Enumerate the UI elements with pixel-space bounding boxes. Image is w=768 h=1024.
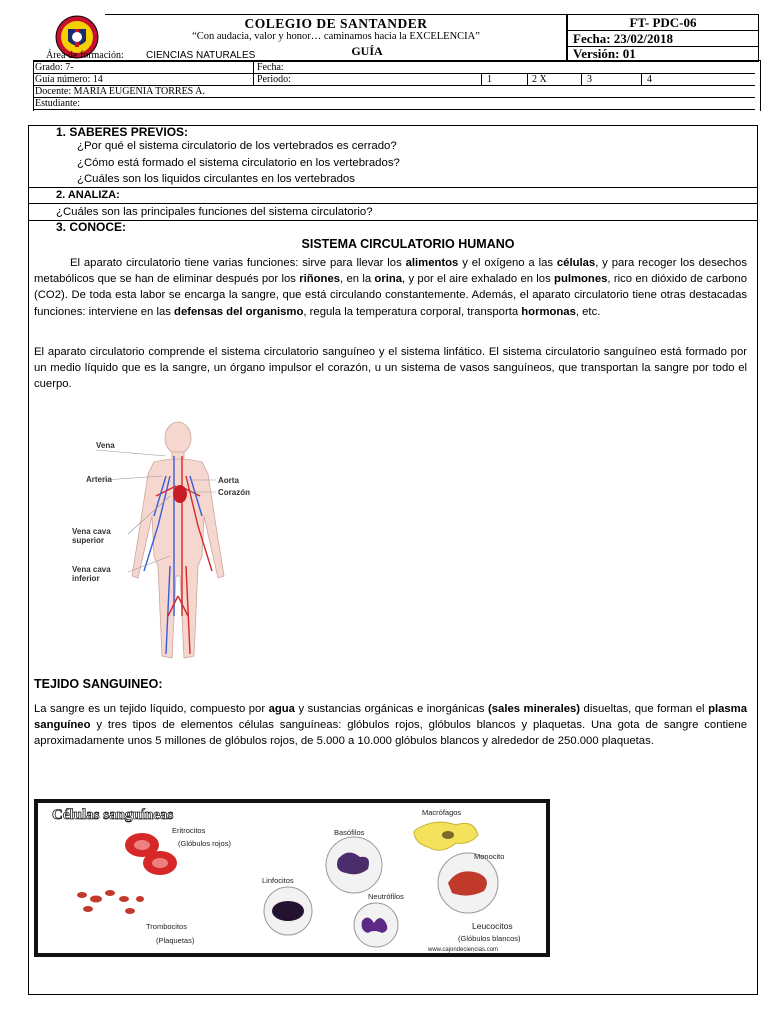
tejido-bold: (sales minerales) bbox=[488, 703, 581, 715]
label-vena: Vena bbox=[96, 441, 115, 450]
conoce-title: 3. CONOCE: bbox=[56, 220, 127, 234]
periodo-3: 3 bbox=[587, 74, 592, 85]
school-name: COLEGIO DE SANTANDER bbox=[244, 16, 428, 31]
label-linfocitos: Linfocitos bbox=[262, 876, 294, 885]
p1-text: , rico en dióxido de carbono (CO2). De toda esta labor se encarga la sangre, que está circulando constantemente. Además, el aparato circulatorio tiene otras destacadas funciones: interviene en las bbox=[34, 273, 747, 318]
doc-version: Versión: 01 bbox=[573, 46, 636, 61]
p1-text: , regula la temperatura corporal, transporta bbox=[303, 305, 522, 318]
label-eritrocitos: Eritrocitos bbox=[172, 826, 206, 835]
p1-text: , en la bbox=[340, 273, 375, 286]
saberes-q2: ¿Cómo está formado el sistema circulatorio en los vertebrados? bbox=[77, 157, 400, 169]
tejido-text: La sangre es un tejido líquido, compuesto por bbox=[34, 703, 269, 715]
human-body-figure bbox=[66, 416, 276, 664]
p1-bold: orina bbox=[374, 273, 403, 286]
fecha-field: Fecha: bbox=[257, 62, 284, 73]
p1-bold: riñones bbox=[299, 273, 341, 286]
label-corazon: Corazón bbox=[218, 488, 250, 497]
label-basofilos: Basófilos bbox=[334, 828, 365, 837]
label-globulos-rojos: (Glóbulos rojos) bbox=[178, 839, 231, 848]
tejido-text: y tres tipos de elementos células sanguíneas: glóbulos rojos, glóbulos blancos y plaquetas. Una gota de sangre contiene aproximadamente unos 5 millones de glóbulos rojos, de 5.000 a 10.000 glóbulos blancos y alrededor de 250.000 plaquetas. bbox=[34, 719, 747, 748]
label-vena-cava-inferior: Vena cava inferior bbox=[72, 565, 111, 583]
tejido-paragraph bbox=[34, 701, 747, 750]
label-vena-cava-superior: Vena cava superior bbox=[72, 527, 111, 545]
credit-text: www.cajondeciencias.com bbox=[428, 947, 499, 953]
tejido-bold: plasma sanguíneo bbox=[34, 703, 747, 732]
periodo-label: Periodo: bbox=[257, 74, 291, 85]
saberes-q3: ¿Cuáles son los liquidos circulantes en los vertebrados bbox=[77, 173, 355, 185]
p1-bold: hormonas bbox=[521, 305, 576, 318]
tejido-bold: agua bbox=[268, 703, 295, 715]
label-plaquetas: (Plaquetas) bbox=[156, 936, 195, 945]
p1-bold: pulmones bbox=[554, 273, 608, 286]
periodo-1: 1 bbox=[487, 74, 492, 85]
doc-type: GUÍA bbox=[351, 44, 383, 58]
docente-field: Docente: MARIA EUGENIA TORRES A. bbox=[35, 86, 205, 97]
circulatory-diagram bbox=[66, 416, 276, 664]
label-macrofagos: Macrófagos bbox=[422, 808, 462, 817]
guia-number: Guía número: 14 bbox=[35, 74, 103, 85]
tejido-text: y sustancias orgánicas e inorgánicas bbox=[294, 703, 489, 715]
blood-cells-illustration bbox=[38, 803, 546, 953]
conoce-paragraph-1 bbox=[34, 255, 747, 320]
area-label: Área de formación: bbox=[46, 50, 124, 61]
saberes-q1: ¿Por qué el sistema circulatorio de los vertebrados es cerrado? bbox=[77, 140, 397, 152]
p1-bold: células bbox=[556, 257, 596, 269]
label-aorta: Aorta bbox=[218, 476, 239, 485]
doc-code: FT- PDC-06 bbox=[629, 15, 697, 30]
tejido-text: disueltas, que forman el bbox=[580, 703, 709, 715]
saberes-title: 1. SABERES PREVIOS: bbox=[56, 125, 189, 139]
grado-field: Grado: 7- bbox=[35, 62, 74, 73]
label-monocito: Monocito bbox=[474, 852, 505, 861]
periodo-4: 4 bbox=[647, 74, 652, 85]
school-motto: “Con audacia, valor y honor… caminamos hacia la EXCELENCIA” bbox=[192, 31, 480, 42]
label-arteria: Arteria bbox=[86, 475, 112, 484]
p1-text: El aparato circulatorio tiene varias funciones: sirve para llevar los bbox=[70, 257, 406, 269]
conoce-paragraph-2: El aparato circulatorio comprende el sistema circulatorio sanguíneo y el sistema linfático. El sistema circulatorio sanguíneo está formado por un medio líquido que es la sangre, un órgano impulsor el corazón, u un sistema de vasos sanguíneos, que transportan la sangre por todo el cuerpo. bbox=[34, 346, 747, 391]
estudiante-field: Estudiante: bbox=[35, 98, 80, 109]
area-value: CIENCIAS NATURALES bbox=[146, 50, 256, 61]
label-trombocitos: Trombocitos bbox=[146, 922, 187, 931]
tejido-title: TEJIDO SANGUINEO: bbox=[34, 677, 163, 691]
analiza-title: 2. ANALIZA: bbox=[56, 189, 120, 201]
conoce-heading: SISTEMA CIRCULATORIO HUMANO bbox=[301, 237, 515, 251]
p1-bold: alimentos bbox=[405, 257, 459, 269]
label-globulos-blancos: (Glóbulos blancos) bbox=[458, 934, 521, 943]
p1-text: y el oxígeno a las bbox=[458, 257, 557, 269]
periodo-2: 2 X bbox=[532, 74, 547, 85]
p1-text: , y por el aire exhalado en los bbox=[402, 273, 555, 286]
blood-cells-figure bbox=[34, 799, 550, 957]
analiza-q1: ¿Cuáles son las principales funciones del sistema circulatorio? bbox=[56, 206, 373, 218]
label-neutrofilos: Neutrófilos bbox=[368, 892, 404, 901]
p1-text: , etc. bbox=[575, 305, 601, 318]
cells-title: Células sanguíneas bbox=[52, 807, 174, 823]
p1-bold: defensas del organismo bbox=[174, 305, 304, 318]
label-leucocitos: Leucocitos bbox=[472, 921, 513, 931]
doc-date: Fecha: 23/02/2018 bbox=[573, 31, 674, 46]
p1-text: , y para recoger los desechos metabólicos que se han de eliminar después por los bbox=[34, 257, 747, 286]
